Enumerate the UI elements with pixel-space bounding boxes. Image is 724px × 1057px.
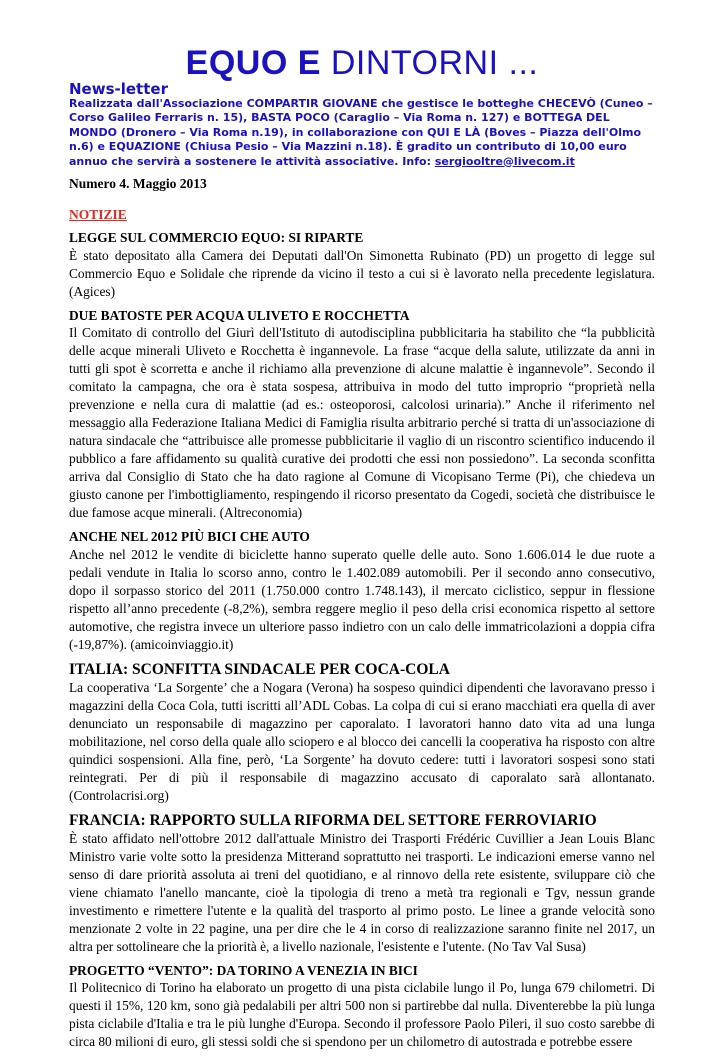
- article-heading: LEGGE SUL COMMERCIO EQUO: SI RIPARTE: [69, 230, 364, 245]
- article-body: Il Politecnico di Torino ha elaborato un progetto di una pista ciclabile lungo il Po, lunga 679 chilometri. Di questi il 15%, 120 km, sono già pedalabili per altri 500 non si partirebbe dal nulla. Diventerebbe la più lunga pista ciclabile d'Italia e tra le più lunghe d'Europa. Secondo il professore Paolo Pileri, il suo costo sarebbe di circa 80 milioni di euro, gli stessi soldi che si spendono per un chilometro di autostrada e potrebbe essere: [69, 980, 655, 1049]
- article-body: La cooperativa ‘La Sorgente’ che a Nogara (Verona) ha sospeso quindici dipendenti che lavoravano presso i magazzini della Coca Cola, tutti iscritti all’ADL Cobas. La colpa di cui si erano macchiati era quella di aver denunciato un responsabile di magazzino per caporalato. I lavoratori hanno dato vita ad una lunga mobilitazione, nel corso della quale allo sciopero e al blocco dei cancelli la cooperativa ha risposto con altre quindici sospensioni. Alla fine, però, ‘La Sorgente’ ha dovuto cedere: tutti i lavoratori sospesi sono stati reintegrati. Per di più il responsabile di magazzino accusato di caporalato sarà allontanato. (Controlacrisi.org): [69, 679, 655, 803]
- article-item: [69, 307, 655, 523]
- article-body: Il Comitato di controllo del Giurì dell'Istituto di autodisciplina pubblicitaria ha stabilito che “la pubblicità delle acque minerali Uliveto e Rocchetta è ingannevole. La frase “acque della salute, utilizzate da anni in tutti gli spot è scorretta e anche il richiamo alla prevenzione di alcune malattie è ingannevole”. Secondo il comitato la campagna, che ora è stata sospesa, attribuiva in modo del tutto improprio “proprietà nella prevenzione e nella cura di malattie (ad es.: osteoporosi, calcolosi urinaria).” Anche il riferimento nel messaggio alla Federazione Italiana Medici di Famiglia risulta arbitrario perché si tratta di un'associazione di natura sindacale che “attribuisce alle promesse pubblicitarie il vaglio di un riscontro scientifico inducendo il pubblico a fare affidamento su qualità curative dei prodotti che essi non possiedono”. La seconda sconfitta arriva dal Consiglio di Stato che ha dato ragione al Comune di Vicopisano Terme (Pi), che chiedeva un giusto canone per l'imbottigliamento, respingendo il ricorso presentato da Cogedi, società che distribuisce le due famose acque minerali. (Altreconomia): [69, 325, 655, 520]
- newsletter-subtitle: News-letter: [69, 80, 168, 98]
- contact-email-link[interactable]: sergiooltre@livecom.it: [434, 154, 575, 168]
- article-item: [69, 660, 655, 805]
- article-body: È stato affidato nell'ottobre 2012 dall'attuale Ministro dei Trasporti Frédéric Cuvillier a Jean Louis Blanc Ministro varie volte sotto la presidenza Mitterand soprattutto nei trasporti. Le indicazioni emerse vanno nel senso di dare priorità assoluta ai treni del quotidiano, e al rinnovo della rete esistente, sviluppare ciò che viene chiamato l'anello mancante, cioè la tipologia di treno a metà tra regionali e Tgv, nessun grande investimento e rimettere l'utente e la qualità del trasporto al primo posto. Le linee a grande velocità sono menzionate 2 volte in 22 pagine, una per dire che le 4 in corso di realizzazione saranno finite nel 2017, un altra per sottolineare che la priorità è, a livello nazionale, l'esistente e l'utente. (No Tav Val Susa): [69, 830, 655, 954]
- article-heading: FRANCIA: RAPPORTO SULLA RIFORMA DEL SETTORE FERROVIARIO: [69, 811, 597, 829]
- article-item: [69, 528, 655, 654]
- intro-paragraph: [69, 97, 659, 169]
- article-item: [69, 229, 655, 301]
- articles-list: [69, 229, 655, 1057]
- article-heading: ITALIA: SCONFITTA SINDACALE PER COCA-COLA: [69, 660, 450, 678]
- article-body: È stato depositato alla Camera dei Deputati dall'On Simonetta Rubinato (PD) un progetto di legge sul Commercio Equo e Solidale che riprende da vicino il testo a cui si è lavorato nella precedente legislatura. (Agices): [69, 247, 655, 299]
- article-body: Anche nel 2012 le vendite di biciclette hanno superato quelle delle auto. Sono 1.606.014 le due ruote a pedali vendute in Italia lo scorso anno, contro le 1.402.089 automobili. Per il secondo anno consecutivo, dopo il sorpasso storico del 2011 (1.750.000 contro 1.748.143), il mercato ciclistico, seppur in flessione rispetto all’anno precedente (-8,2%), sembra reggere meglio il peso della crisi economica rispetto al settore automotive, che registra invece un ulteriore passo indietro con un calo delle immatricolazioni a doppia cifra (-19,87%). (amicoinviaggio.it): [69, 546, 655, 652]
- article-item: [69, 811, 655, 956]
- title-bold-part: EQUO E: [185, 44, 321, 82]
- title-rest-part: DINTORNI ...: [330, 44, 539, 82]
- newsletter-title: [0, 44, 724, 82]
- article-item: [69, 962, 655, 1052]
- article-heading: ANCHE NEL 2012 PIÙ BICI CHE AUTO: [69, 529, 310, 544]
- issue-number: Numero 4. Maggio 2013: [69, 176, 207, 191]
- intro-text: Realizzata dall'Associazione COMPARTIR GIOVANE che gestisce le botteghe CHECEVÒ (Cuneo – Corso Galileo Ferraris n. 15), BASTA POCO (Caraglio – Via Roma n. 127) e BOTTEGA DEL MONDO (Dronero – Via Roma n.19), in collaborazione con QUI E LÀ (Boves – Piazza dell'Olmo n.6) e EQUAZIONE (Chiusa Pesio – Via Mazzini n.18). È gradito un contributo di 10,00 euro annuo che servirà a sostenere le attività associative. Info:: [69, 97, 653, 168]
- section-title-notizie: NOTIZIE: [69, 207, 127, 222]
- article-heading: PROGETTO “VENTO”: DA TORINO A VENEZIA IN BICI: [69, 962, 418, 978]
- article-heading: DUE BATOSTE PER ACQUA ULIVETO E ROCCHETTA: [69, 307, 410, 323]
